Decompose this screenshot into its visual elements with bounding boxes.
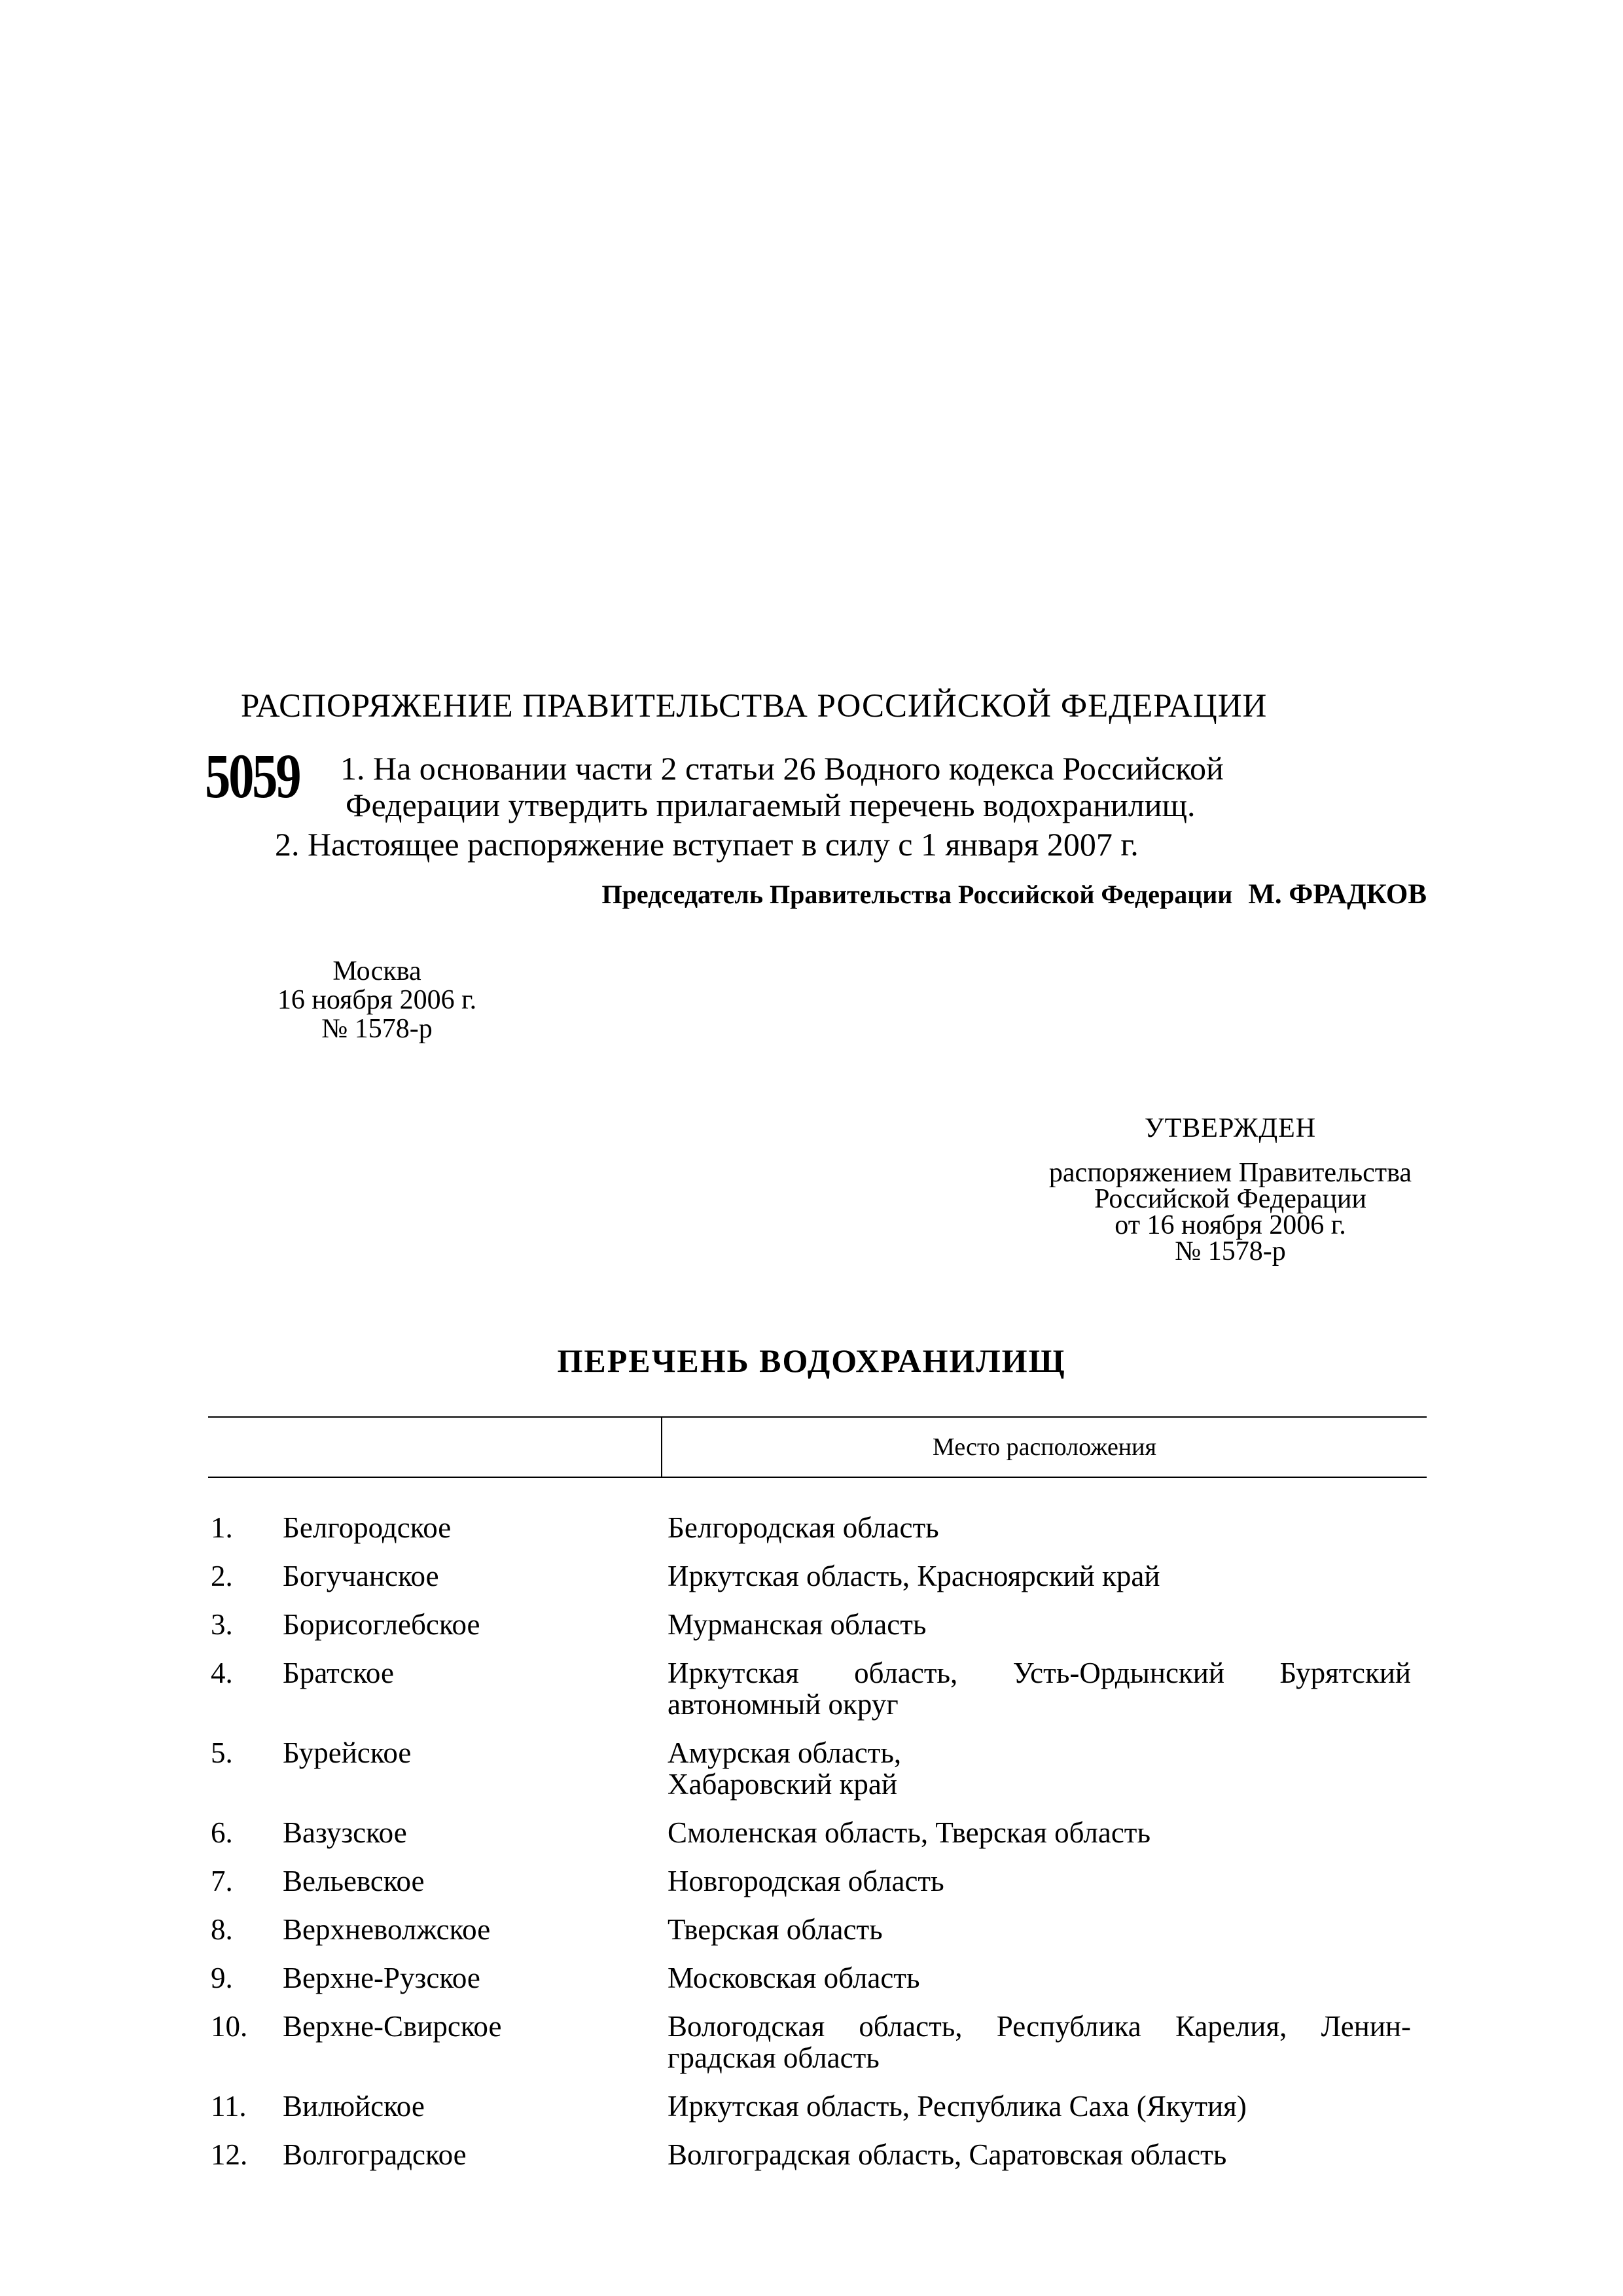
row-number: 8. (211, 1913, 233, 1946)
table-header (208, 1416, 1427, 1478)
document-number: 5059 (205, 741, 300, 811)
paragraph-2: 2. Настоящее распоряжение вступает в силу с 1 января 2007 г. (275, 826, 1139, 863)
reservoir-name: Белгородское (283, 1511, 452, 1544)
reservoir-location: Иркутская область, Красноярский край (668, 1560, 1160, 1592)
reservoir-location: Московская область (668, 1962, 920, 1994)
issue-date: 16 ноября 2006 г. (277, 985, 477, 1015)
column-header-location: Место расположения (933, 1433, 1156, 1461)
row-number: 12. (211, 2138, 248, 2171)
reservoir-name: Борисоглебское (283, 1608, 480, 1641)
row-number: 3. (211, 1608, 233, 1641)
row-number: 4. (211, 1657, 233, 1689)
approved-line-4: № 1578-р (1175, 1236, 1286, 1266)
issue-number: № 1578-р (321, 1014, 433, 1044)
approved-title: УТВЕРЖДЕН (1144, 1113, 1317, 1143)
reservoir-location: Иркутская область, Республика Саха (Якутия) (668, 2090, 1247, 2123)
signature-name: М. ФРАДКОВ (1248, 879, 1427, 910)
row-number: 6. (211, 1816, 233, 1849)
reservoir-name: Верхневолжское (283, 1913, 491, 1946)
reservoir-location: Иркутская область, Усть-Ордынский Бурятский автономный округ (668, 1657, 1411, 1721)
row-number: 2. (211, 1560, 233, 1592)
reservoir-location-line-1: Амурская область, (668, 1736, 902, 1769)
reservoir-name: Бурейское (283, 1736, 412, 1769)
page-title: РАСПОРЯЖЕНИЕ ПРАВИТЕЛЬСТВА РОССИЙСКОЙ ФЕДЕРАЦИИ (241, 688, 1268, 725)
reservoir-location: Вологодская область, Республика Карелия, Ленин-градская область (668, 2010, 1411, 2074)
reservoir-name: Богучанское (283, 1560, 439, 1592)
reservoir-name: Братское (283, 1657, 394, 1689)
approved-line-3: от 16 ноября 2006 г. (1115, 1210, 1346, 1240)
reservoir-name: Верхне-Рузское (283, 1962, 480, 1994)
approved-block (1021, 1160, 1440, 1265)
reservoir-location: Белгородская область (668, 1511, 939, 1544)
row-number: 7. (211, 1865, 233, 1897)
paragraph-1-line-2: Федерации утвердить прилагаемый перечень водохранилищ. (346, 787, 1196, 823)
reservoir-location (668, 1737, 1411, 1800)
signature-position: Председатель Правительства Российской Федерации (601, 880, 1233, 909)
signature-line (602, 878, 1427, 910)
reservoir-name: Вельевское (283, 1865, 425, 1897)
approved-line-2: Российской Федерации (1094, 1184, 1366, 1214)
reservoir-name: Вилюйское (283, 2090, 425, 2123)
approved-line-1: распоряжением Правительства (1048, 1158, 1412, 1188)
reservoir-location: Мурманская область (668, 1608, 927, 1641)
place-city: Москва (332, 956, 421, 986)
row-number: 11. (211, 2090, 247, 2123)
reservoir-name: Вазузское (283, 1816, 407, 1849)
row-number: 10. (211, 2010, 248, 2043)
reservoir-name: Верхне-Свирское (283, 2010, 502, 2043)
row-number: 9. (211, 1962, 233, 1994)
row-number: 1. (211, 1511, 233, 1544)
paragraph-1-line-1: 1. На основании части 2 статьи 26 Водного кодекса Российской (340, 750, 1224, 787)
reservoir-location: Волгоградская область, Саратовская область (668, 2138, 1227, 2171)
list-title: ПЕРЕЧЕНЬ ВОДОХРАНИЛИЩ (557, 1342, 1066, 1379)
place-date-block (259, 957, 495, 1043)
reservoir-location: Тверская область (668, 1913, 883, 1946)
reservoir-location: Смоленская область, Тверская область (668, 1816, 1150, 1849)
row-number: 5. (211, 1736, 233, 1769)
reservoir-location: Новгородская область (668, 1865, 944, 1897)
reservoir-location-line-2: Хабаровский край (668, 1768, 897, 1801)
reservoir-name: Волгоградское (283, 2138, 467, 2171)
